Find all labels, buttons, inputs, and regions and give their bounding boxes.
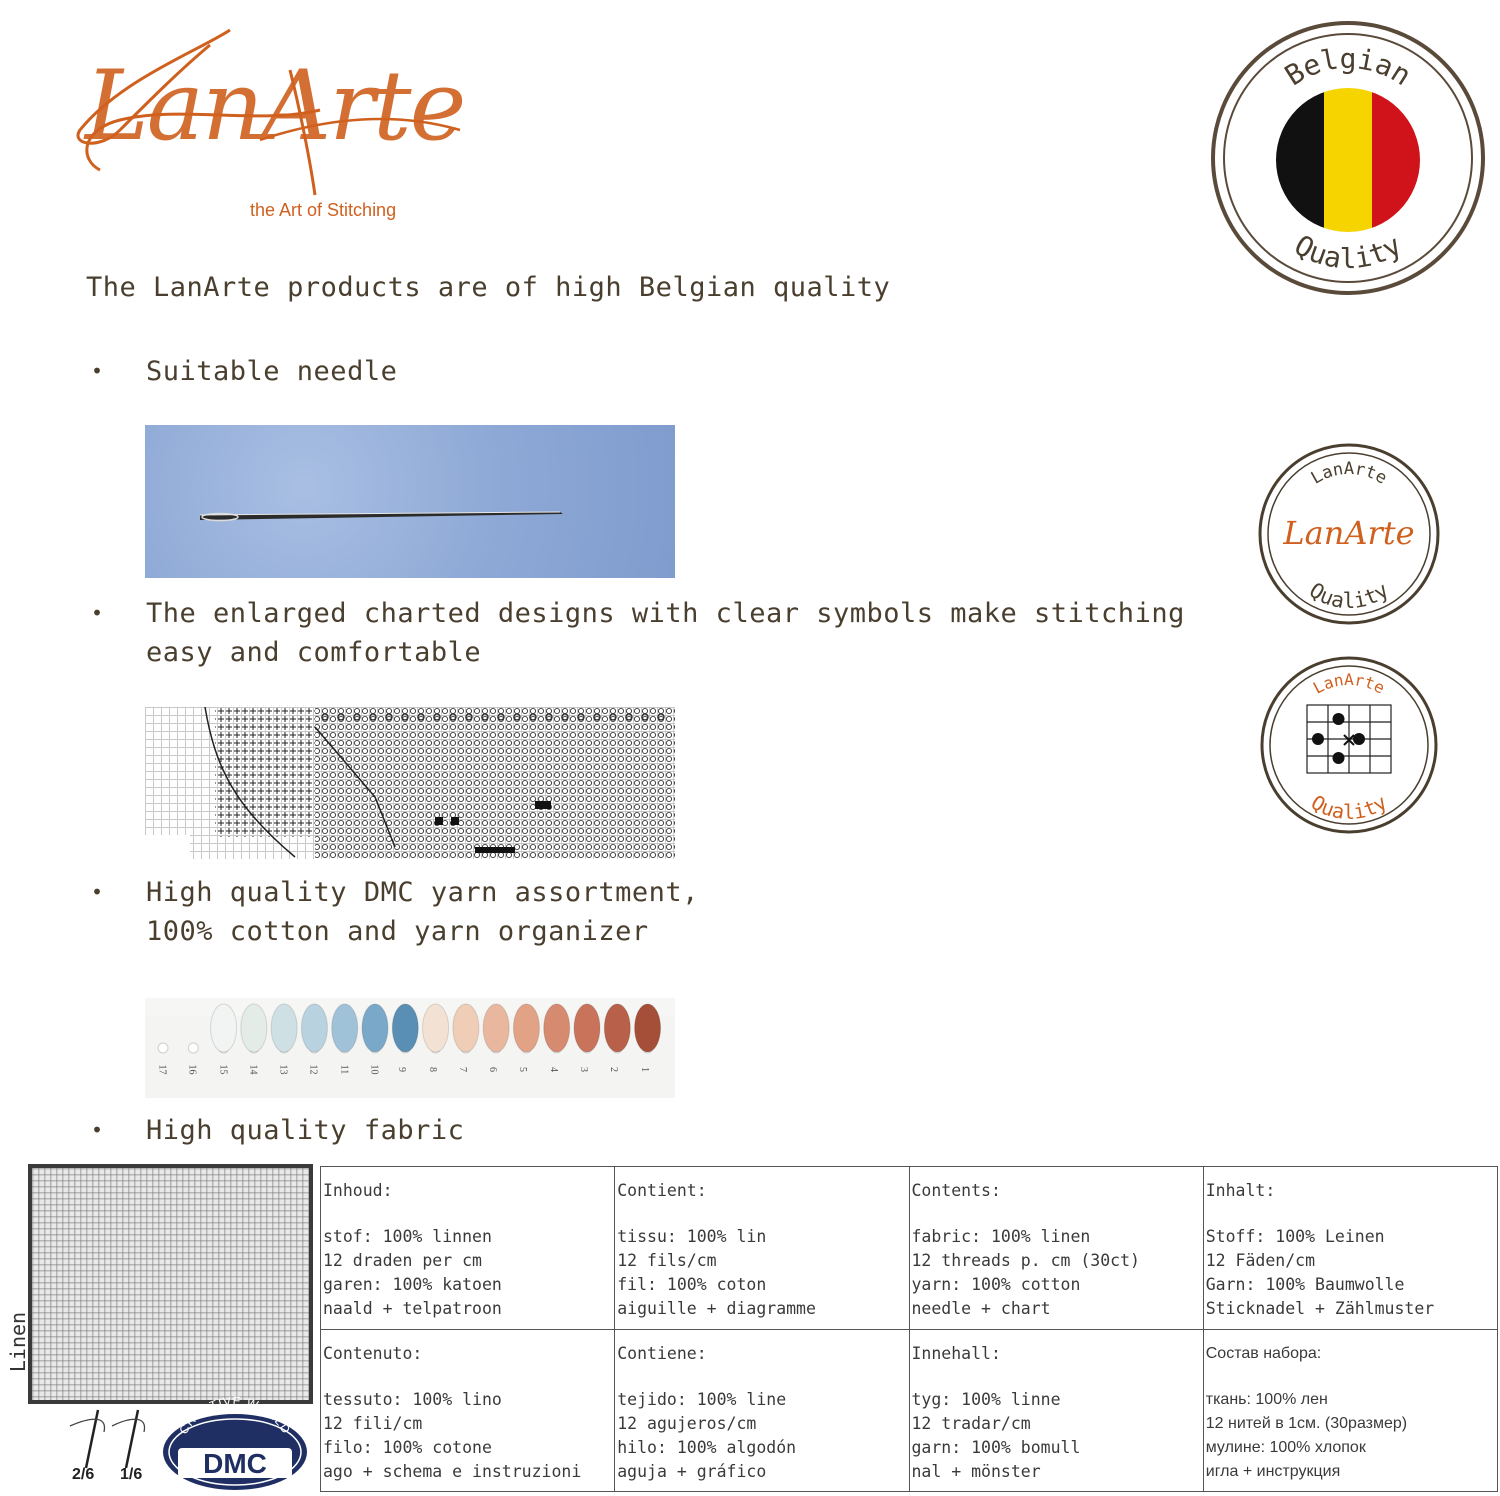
svg-text:LanArte bbox=[1308, 459, 1391, 489]
organizer-number: 7 bbox=[456, 1067, 468, 1072]
organizer-number: 6 bbox=[487, 1067, 499, 1072]
cell-line: fil: 100% coton bbox=[617, 1275, 767, 1294]
contents-cell-de bbox=[1203, 1167, 1497, 1330]
belgian-quality-badge bbox=[1210, 20, 1486, 296]
brand-logo bbox=[60, 10, 480, 225]
bullet-dot: • bbox=[91, 1118, 104, 1142]
bullet-fabric bbox=[91, 1111, 465, 1150]
badge-top-text: LanArte bbox=[1309, 670, 1389, 698]
lanarte-quality-badge bbox=[1257, 442, 1441, 626]
organizer-number: 8 bbox=[426, 1067, 438, 1072]
yarn-bundle bbox=[271, 1004, 297, 1052]
chart-quality-badge bbox=[1259, 655, 1439, 835]
organizer-number: 4 bbox=[547, 1067, 559, 1072]
contents-cell-it bbox=[321, 1329, 615, 1492]
organizer-number: 12 bbox=[307, 1064, 319, 1075]
yarn-bundle bbox=[513, 1004, 539, 1052]
yarn-bundle bbox=[362, 1004, 388, 1052]
yarn-bundle bbox=[423, 1004, 449, 1052]
organizer-number: 16 bbox=[186, 1064, 198, 1075]
cell-heading: Contiene: bbox=[617, 1343, 707, 1363]
cell-line: aiguille + diagramme bbox=[617, 1299, 816, 1318]
cell-line: tejido: 100% line bbox=[617, 1389, 787, 1409]
bullet-charts bbox=[91, 594, 1185, 672]
yarn-bundle bbox=[453, 1004, 479, 1052]
headline: The LanArte products are of high Belgian quality bbox=[86, 272, 891, 303]
cell-line: nal + mönster bbox=[911, 1461, 1041, 1481]
cell-line: игла + инструкция bbox=[1205, 1462, 1341, 1480]
bullet-yarn bbox=[91, 873, 699, 951]
dmc-ring-text: CREATIVE WORLD bbox=[176, 1393, 294, 1437]
bullet-dot: • bbox=[91, 601, 104, 625]
badge-logo-text: LanArte bbox=[1283, 514, 1415, 552]
cell-line: 12 Fäden/cm bbox=[1205, 1251, 1316, 1270]
contents-row bbox=[321, 1167, 1498, 1330]
yarn-bundle bbox=[544, 1004, 570, 1052]
yarn-organizer-image bbox=[145, 998, 675, 1098]
yarn-bundle bbox=[483, 1004, 509, 1052]
organizer-number: 17 bbox=[156, 1064, 168, 1075]
cell-line: garen: 100% katoen bbox=[323, 1275, 502, 1294]
bullet-dot: • bbox=[91, 359, 104, 383]
cell-line: stof: 100% linnen bbox=[323, 1227, 492, 1246]
cell-line: 12 threads p. cm (30ct) bbox=[911, 1251, 1140, 1270]
yarn-bundle bbox=[332, 1004, 358, 1052]
bullet-text: Suitable needle bbox=[146, 356, 398, 387]
cell-line: tessuto: 100% lino bbox=[323, 1389, 502, 1409]
bullet-text-line2: 100% cotton and yarn organizer bbox=[146, 916, 649, 947]
yarn-bundle bbox=[241, 1004, 267, 1052]
organizer-number: 13 bbox=[277, 1064, 289, 1075]
svg-text:LanArte bbox=[1310, 670, 1388, 698]
needle-photo bbox=[145, 425, 675, 578]
cell-line: мулине: 100% хлопок bbox=[1205, 1438, 1366, 1456]
needle-size-icons bbox=[68, 1408, 158, 1488]
cell-line: 12 fili/cm bbox=[323, 1413, 423, 1433]
bullet-needle bbox=[91, 352, 398, 391]
dmc-logo bbox=[160, 1390, 310, 1490]
cell-line: filo: 100% cotone bbox=[323, 1437, 492, 1457]
cell-line: Stoff: 100% Leinen bbox=[1205, 1227, 1385, 1246]
organizer-number: 3 bbox=[578, 1067, 589, 1072]
flag-black-stripe bbox=[1276, 88, 1324, 232]
organizer-number: 2 bbox=[608, 1067, 620, 1072]
contents-cell-en bbox=[909, 1167, 1203, 1330]
contents-cell-nl bbox=[321, 1167, 615, 1330]
badge-bottom-text: Quality bbox=[1305, 577, 1393, 613]
fabric-label: Linen bbox=[6, 1311, 31, 1373]
contents-cell-ru bbox=[1203, 1329, 1497, 1492]
needle-size-label: 2/6 bbox=[72, 1466, 95, 1483]
cell-heading: Inhalt: bbox=[1205, 1181, 1276, 1200]
organizer-hole bbox=[158, 1043, 168, 1053]
yarn-bundle bbox=[604, 1004, 630, 1052]
organizer-number: 15 bbox=[217, 1064, 229, 1075]
contents-row bbox=[321, 1329, 1498, 1492]
organizer-numbers bbox=[145, 1060, 675, 1090]
organizer-number: 11 bbox=[338, 1064, 350, 1075]
yarn-bundle bbox=[301, 1004, 327, 1052]
cell-line: tyg: 100% linne bbox=[911, 1389, 1061, 1409]
cell-line: hilo: 100% algodón bbox=[617, 1437, 797, 1457]
badge-top-text: Belgian bbox=[1278, 42, 1418, 93]
cell-heading: Innehall: bbox=[911, 1343, 1001, 1363]
cell-line: 12 нитей в 1см. (30размер) bbox=[1205, 1414, 1408, 1432]
cell-line: Sticknadel + Zählmuster bbox=[1205, 1299, 1435, 1318]
organizer-number: 10 bbox=[368, 1064, 380, 1075]
organizer-number: 9 bbox=[396, 1067, 408, 1072]
badge-top-text: LanArte bbox=[1307, 459, 1391, 489]
svg-text:Quality bbox=[1289, 228, 1407, 275]
organizer-number: 1 bbox=[638, 1067, 650, 1072]
cell-line: aguja + gráfico bbox=[617, 1461, 767, 1481]
svg-text:Belgian bbox=[1279, 42, 1417, 92]
cell-line: naald + telpatroon bbox=[323, 1299, 502, 1318]
cell-line: needle + chart bbox=[911, 1299, 1051, 1318]
svg-text:Quality bbox=[1305, 578, 1393, 613]
organizer-hole bbox=[188, 1043, 198, 1053]
flag-yellow-stripe bbox=[1324, 88, 1372, 232]
needle-size-label: 1/6 bbox=[120, 1466, 143, 1483]
dmc-wordmark: DMC bbox=[203, 1448, 267, 1479]
logo-tagline: the Art of Stitching bbox=[250, 200, 397, 220]
bullet-dot: • bbox=[91, 880, 104, 904]
linen-fabric-swatch bbox=[28, 1164, 313, 1404]
contents-cell-sv bbox=[909, 1329, 1203, 1492]
cell-line: 12 fils/cm bbox=[617, 1251, 717, 1270]
bullet-text: High quality DMC yarn assortment, bbox=[146, 877, 699, 908]
cell-heading: Contenuto: bbox=[323, 1343, 423, 1363]
cell-line: ткань: 100% лен bbox=[1205, 1390, 1328, 1408]
logo-wordmark: LanArte bbox=[85, 50, 465, 162]
contents-cell-es bbox=[615, 1329, 909, 1492]
bullet-text: High quality fabric bbox=[146, 1115, 465, 1146]
cell-line: garn: 100% bomull bbox=[911, 1437, 1081, 1457]
yarn-bundle bbox=[211, 1004, 237, 1052]
cell-line: Garn: 100% Baumwolle bbox=[1205, 1275, 1405, 1294]
yarn-bundle bbox=[574, 1004, 600, 1052]
organizer-number: 14 bbox=[247, 1064, 259, 1075]
cell-heading: Состав набора: bbox=[1205, 1344, 1322, 1362]
cell-line: tissu: 100% lin bbox=[617, 1227, 767, 1246]
cell-line: 12 agujeros/cm bbox=[617, 1413, 757, 1433]
cell-heading: Contents: bbox=[911, 1181, 1001, 1200]
yarn-bundle bbox=[392, 1004, 418, 1052]
bullet-text: The enlarged charted designs with clear symbols make stitching bbox=[146, 598, 1185, 629]
cell-line: ago + schema e instruzioni bbox=[323, 1461, 582, 1481]
badge-bottom-text: Quality bbox=[1306, 789, 1392, 824]
contents-table bbox=[320, 1166, 1498, 1492]
flag-red-stripe bbox=[1372, 88, 1422, 232]
cell-line: yarn: 100% cotton bbox=[911, 1275, 1081, 1294]
cell-heading: Contient: bbox=[617, 1181, 707, 1200]
cell-line: 12 tradar/cm bbox=[911, 1413, 1031, 1433]
organizer-number: 5 bbox=[517, 1067, 529, 1072]
cell-heading: Inhoud: bbox=[323, 1181, 393, 1200]
bullet-text-line2: easy and comfortable bbox=[146, 637, 482, 668]
cell-line: 12 draden per cm bbox=[323, 1251, 482, 1270]
chart-sample-image bbox=[145, 707, 675, 859]
contents-cell-fr bbox=[615, 1167, 909, 1330]
cell-line: fabric: 100% linen bbox=[911, 1227, 1091, 1246]
badge-bottom-text: Quality bbox=[1288, 228, 1408, 275]
yarn-bundle bbox=[635, 1004, 661, 1052]
